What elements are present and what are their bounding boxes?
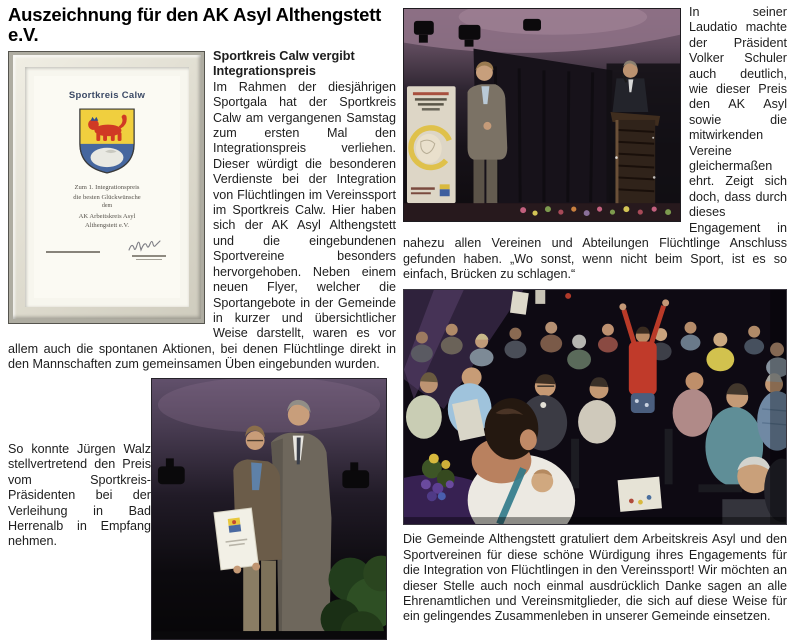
certificate-photo (8, 51, 205, 324)
coat-of-arms-icon (78, 107, 136, 175)
certificate-title: Sportkreis Calw (68, 90, 146, 101)
right-column (403, 5, 787, 625)
page-title: Auszeichnung für den AK Asyl Althengstett e.V. (8, 4, 382, 45)
caption-left: So konnte Jürgen Walz stellvertretend den Preis vom Sportkreis-Präsidenten bei der Verleihung in Bad Herrenalb in Empfang nehmen. (8, 442, 151, 549)
award-handover-photo (151, 378, 387, 640)
certificate-smallprint-bar (46, 251, 100, 254)
signature-caption-bar (132, 255, 166, 257)
certificate-line: die besten Glückwünsche (73, 193, 141, 201)
audience-illustration (404, 290, 786, 524)
article-paragraph-intro: Im Rahmen der diesjährigen Sportgala hat der Sportkreis Calw am vergangenen Samstag zum ersten Mal den Integrationspreis verliehen. Dieser würdigt die besonderen Verdienste bei der Integration von Flüchtlingen im Vereinssport im Sportkreis Calw. Hier haben sich der AK Asyl Althengstett und die eingebundenen Sportvereine besonders hervorgehoben. Neben einem neuen Flyer, welcher die Sportangebote in der Gemeinde in kurzer und übersichtlicher Weise darstellt, waren es vor allem auch die spontanen Aktionen, bei denen Flüchtlinge direkt in den Mannschaften zum gemeinsamen Üben eingebunden wurden. (8, 79, 396, 372)
certificate-paper (34, 76, 180, 298)
article-paragraph-thanks: Die Gemeinde Althengstett gratuliert dem Arbeitskreis Asyl und den Sportvereinen für diese schöne Würdigung ihres Engagements für die Integration von Flüchtlingen in den Vereinssport! Wir möchten an dieser Stelle auch noch einmal ausdrücklich Danke sagen an alle Ehrenamtlichen und Vereinsmitglieder, die sich auf diese Weise für ein gelingendes Zusammenleben in unserer Gemeinde einsetzen. (403, 532, 787, 624)
stage-ceremony-illustration (404, 9, 680, 221)
audience-photo (403, 289, 787, 525)
article-paragraph-laudatio: In seiner Laudatio machte der Präsident Volker Schuler auch deutlich, wie dieser Preis den AK Asyl sowie die mitwirkenden Vereine gleichermaßen ehrt. Zeigt sich doch, dass durch dieses Engagement in nahezu allen Vereinen und Abteilungen Flüchtlinge Anschluss gefunden haben. „Wo sonst, wenn nicht beim Sport, ist es so einfach, Brücken zu schlagen.“ (403, 5, 787, 281)
left-column (8, 5, 396, 373)
bottom-left-row (8, 378, 387, 640)
certificate-line: dem (101, 203, 113, 209)
certificate-signature-row (34, 237, 180, 271)
certificate-frame (13, 55, 201, 319)
certificate-line: AK Arbeitskreis Asyl (78, 212, 136, 220)
signature-caption-bar (136, 259, 162, 261)
signature-icon (126, 237, 166, 255)
certificate-line: Althengstett e.V. (84, 222, 129, 229)
award-handover-illustration (152, 379, 386, 639)
stage-ceremony-photo (403, 8, 681, 222)
certificate-line: Zum 1. Integrationspreis (74, 184, 140, 191)
article-subhead: Sportkreis Calw vergibt Integrationspreis (213, 49, 355, 79)
certificate-mat (25, 67, 189, 307)
